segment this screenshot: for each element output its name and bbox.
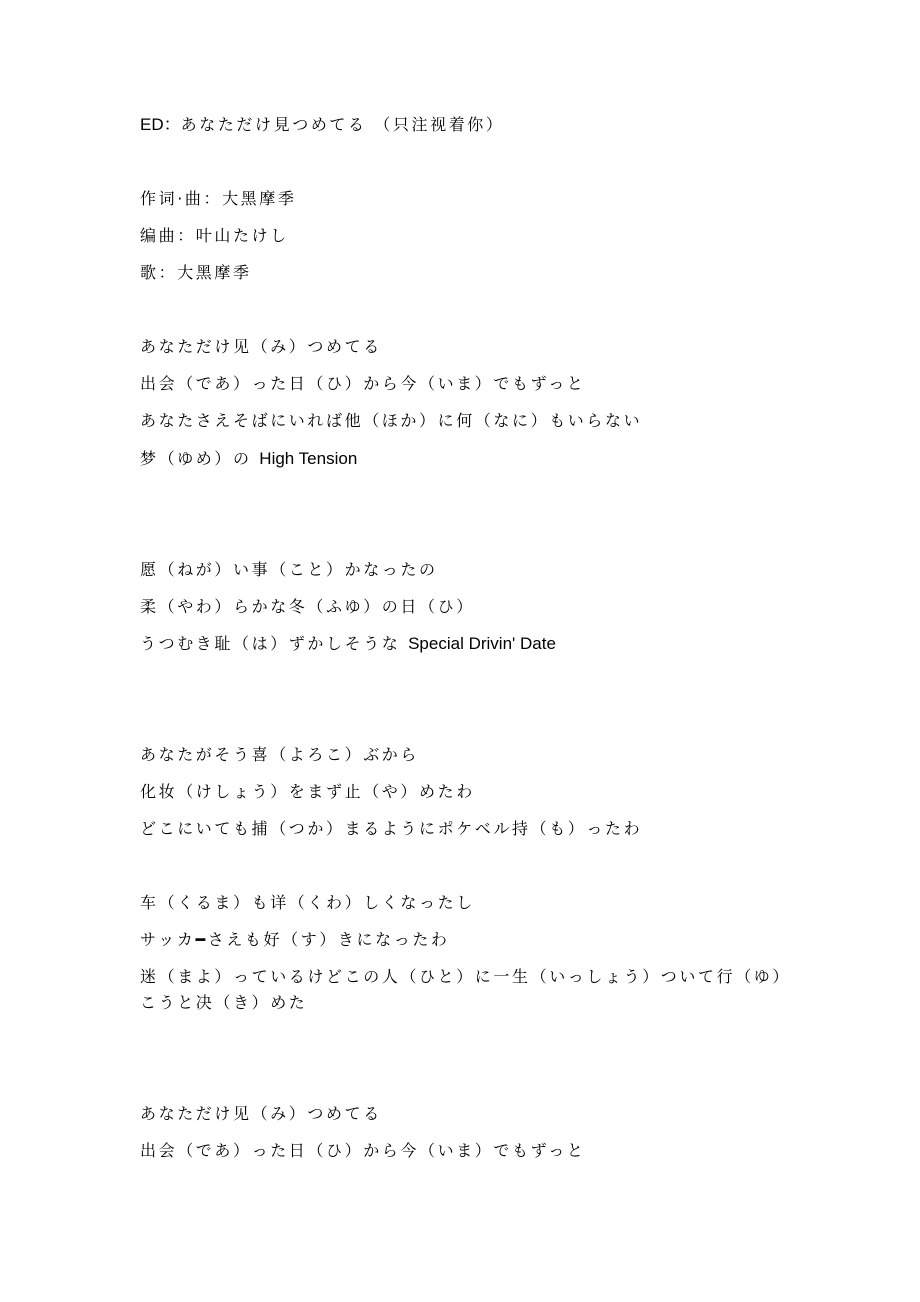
lyric-line (140, 631, 800, 657)
lyric-jp: 梦（ゆめ）の (140, 449, 252, 468)
song-title (140, 112, 800, 138)
lyric-line: 迷（まよ）っているけどこの人（ひと）に一生（いっしょう）ついて行（ゆ）こうと决（き）めた (140, 967, 792, 1012)
credit-lyrics-music: 作词·曲：大黑摩季 (140, 189, 297, 208)
lyric-line: あなただけ见（み）つめてる (140, 1104, 382, 1123)
lyric-jp: うつむき耻（は）ずかしそうな (140, 634, 401, 653)
title-text: あなただけ見つめてる （只注视着你） (180, 115, 505, 134)
lyric-line: サッカ━さえも好（す）きになったわ (140, 930, 450, 949)
credit-singer: 歌：大黑摩季 (140, 263, 252, 282)
lyric-line (140, 446, 800, 472)
lyric-line: どこにいても捕（つか）まるようにポケベル持（も）ったわ (140, 819, 643, 838)
lyric-line: あなたさえそばにいれば他（ほか）に何（なに）もいらない (140, 411, 643, 430)
lyric-en: Special Drivin' Date (408, 634, 556, 653)
lyric-line: 出会（であ）った日（ひ）から今（いま）でもずっと (140, 1141, 586, 1160)
lyric-en: High Tension (259, 449, 358, 468)
lyric-line: 化妆（けしょう）をまず止（や）めたわ (140, 782, 475, 801)
lyric-line: 车（くるま）も详（くわ）しくなったし (140, 893, 475, 912)
lyric-line: 愿（ねが）い事（こと）かなったの (140, 560, 438, 579)
lyric-line: 出会（であ）った日（ひ）から今（いま）でもずっと (140, 374, 586, 393)
title-prefix: ED： (140, 115, 181, 134)
lyric-line: 柔（やわ）らかな冬（ふゆ）の日（ひ） (140, 597, 475, 616)
lyric-line: あなただけ见（み）つめてる (140, 337, 382, 356)
credit-arrangement: 编曲：叶山たけし (140, 226, 289, 245)
lyric-line: あなたがそう喜（よろこ）ぶから (140, 745, 420, 764)
